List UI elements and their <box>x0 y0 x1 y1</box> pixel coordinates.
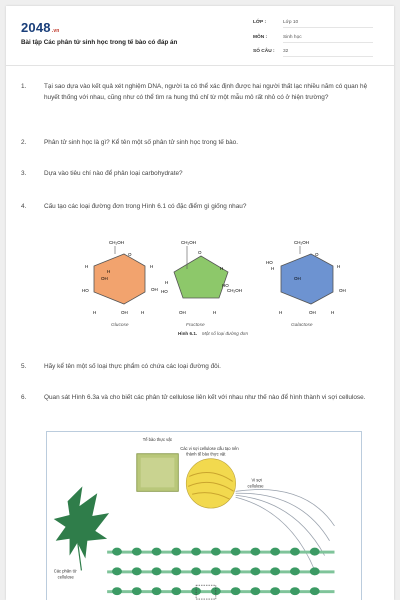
fructose-label: Fructose <box>186 323 205 328</box>
svg-text:H: H <box>213 310 217 315</box>
question-2: 2. Phân tử sinh học là gì? Kể tên một số phân tử sinh học trong tế bào. <box>21 139 239 146</box>
fructose-structure <box>161 240 242 328</box>
figure-cellulose <box>46 431 362 600</box>
svg-text:OH: OH <box>339 288 346 293</box>
svg-text:CH₂OH: CH₂OH <box>181 240 196 245</box>
svg-text:CH₂OH: CH₂OH <box>294 240 309 245</box>
svg-text:H: H <box>220 266 224 271</box>
meta-subject: MÔN : Sinh học <box>253 35 373 43</box>
document-page <box>6 6 394 600</box>
svg-text:H: H <box>107 269 111 274</box>
svg-text:OH: OH <box>121 310 128 315</box>
svg-text:OH: OH <box>309 310 316 315</box>
label-molecule-1: Các phân tử <box>53 568 77 574</box>
svg-text:CH₂OH: CH₂OH <box>227 288 242 293</box>
galactose-ring <box>281 254 333 304</box>
svg-text:O: O <box>128 252 132 257</box>
question-3: 3. Dựa vào tiêu chí nào để phân loại carbohydrate? <box>21 170 183 177</box>
svg-text:CH₂OH: CH₂OH <box>109 240 124 245</box>
svg-text:O: O <box>198 250 202 255</box>
label-vi-soi-1: Vi sợi <box>251 477 262 483</box>
header <box>6 6 394 66</box>
question-5: 5. Hãy kể tên một số loại thực phẩm có chứa các loại đường đôi. <box>21 363 221 370</box>
question-1: 1. Tại sao dựa vào kết quả xét nghiệm DNA, người ta có thể xác định được hai người thất lạc nhiều năm có quan hệ huyết thống với nhau, cũng như có thể tìm ra hung thủ chỉ từ một mẫu mô rất nhỏ có ở hiện trường? <box>21 83 368 101</box>
question-4: 4. Cấu tạo các loại đường đơn trong Hình 6.1 có đặc điểm gì giống nhau? <box>21 203 247 210</box>
glucose-label: Glucose <box>111 323 129 328</box>
svg-text:H: H <box>271 266 275 271</box>
label-microfibril-2: thành tế bào thực vật <box>186 451 226 457</box>
svg-text:O: O <box>315 252 319 257</box>
svg-text:HO: HO <box>222 283 229 288</box>
svg-text:H: H <box>165 280 169 285</box>
microfibril-image <box>186 459 235 508</box>
svg-text:HO: HO <box>82 288 89 293</box>
svg-text:H: H <box>141 310 145 315</box>
site-logo[interactable]: 2048.vn <box>21 20 60 35</box>
svg-text:H: H <box>279 310 283 315</box>
svg-text:OH: OH <box>179 310 186 315</box>
svg-text:OH: OH <box>151 287 158 292</box>
question-6: 6. Quan sát Hình 6.3a và cho biết các phân tử cellulose liên kết với nhau như thế nào để hình thành vi sợi cellulose. <box>21 394 366 401</box>
galactose-structure <box>266 240 346 328</box>
svg-text:HO: HO <box>266 260 273 265</box>
label-vi-soi-2: cellulose <box>247 483 264 489</box>
svg-text:H: H <box>337 264 341 269</box>
svg-text:OH: OH <box>101 276 108 281</box>
svg-text:H: H <box>93 310 97 315</box>
label-plant-cell: Tế bào thực vật <box>142 436 172 442</box>
svg-text:H: H <box>331 310 335 315</box>
label-molecule-2: cellulose <box>57 574 74 580</box>
svg-text:H: H <box>150 264 154 269</box>
figure1-caption-italic: Một số loại đường đơn <box>202 331 249 336</box>
galactose-label: Galactose <box>291 323 313 328</box>
meta-class: LỚP : Lớp 10 <box>253 20 373 28</box>
label-microfibril-1: Các vi sợi cellulose cấu tạo nên <box>180 445 239 451</box>
figure1-caption-bold: Hình 6.1. <box>178 331 198 336</box>
glucose-structure <box>82 240 158 328</box>
svg-text:OH: OH <box>294 276 301 281</box>
page-title: Bài tập Các phân tử sinh học trong tế bào có đáp án <box>21 39 178 46</box>
figure-monosaccharides <box>81 234 351 338</box>
svg-text:HO: HO <box>161 289 168 294</box>
meta-count: SỐ CÂU : 32 <box>253 49 373 57</box>
svg-text:H: H <box>85 264 89 269</box>
fructose-ring <box>174 256 228 298</box>
